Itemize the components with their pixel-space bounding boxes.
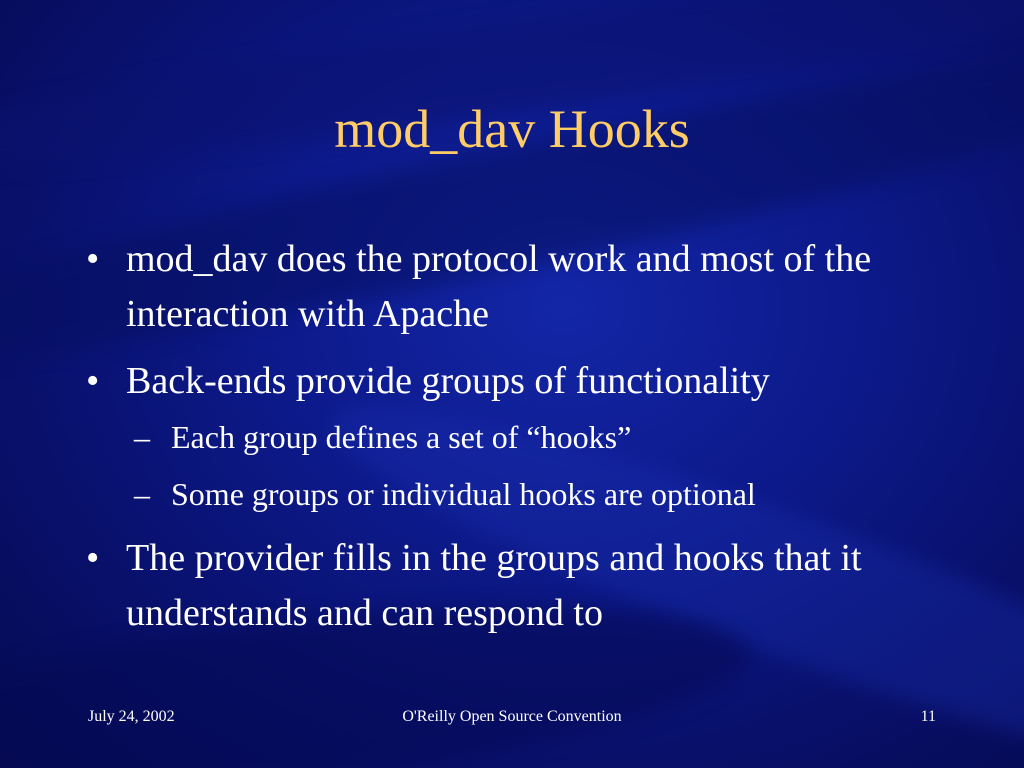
bullet-glyph: • — [86, 537, 100, 579]
bullet-item — [86, 531, 946, 641]
bullet-glyph: • — [86, 360, 100, 402]
bullet-list — [86, 232, 946, 653]
sub-bullet-item — [86, 409, 946, 466]
footer-page-number: 11 — [920, 708, 936, 725]
bullet-text: mod_dav does the protocol work and most of the interaction with Apache — [126, 238, 872, 335]
bullet-glyph: • — [86, 238, 100, 280]
sub-bullet-text: Some groups or individual hooks are optional — [171, 476, 756, 512]
bullet-item — [86, 232, 946, 342]
footer-date: July 24, 2002 — [88, 708, 175, 725]
bullet-text: Back-ends provide groups of functionality — [126, 360, 770, 402]
sub-bullet-item — [86, 466, 946, 523]
bullet-text: The provider fills in the groups and hooks that it understands and can respond to — [126, 537, 862, 634]
footer-event: O'Reilly Open Source Convention — [402, 708, 622, 725]
dash-glyph: – — [134, 476, 150, 512]
bullet-item — [86, 354, 946, 409]
dash-glyph: – — [134, 419, 150, 455]
slide-title: mod_dav Hooks — [334, 99, 690, 159]
sub-bullet-text: Each group defines a set of “hooks” — [171, 419, 632, 455]
